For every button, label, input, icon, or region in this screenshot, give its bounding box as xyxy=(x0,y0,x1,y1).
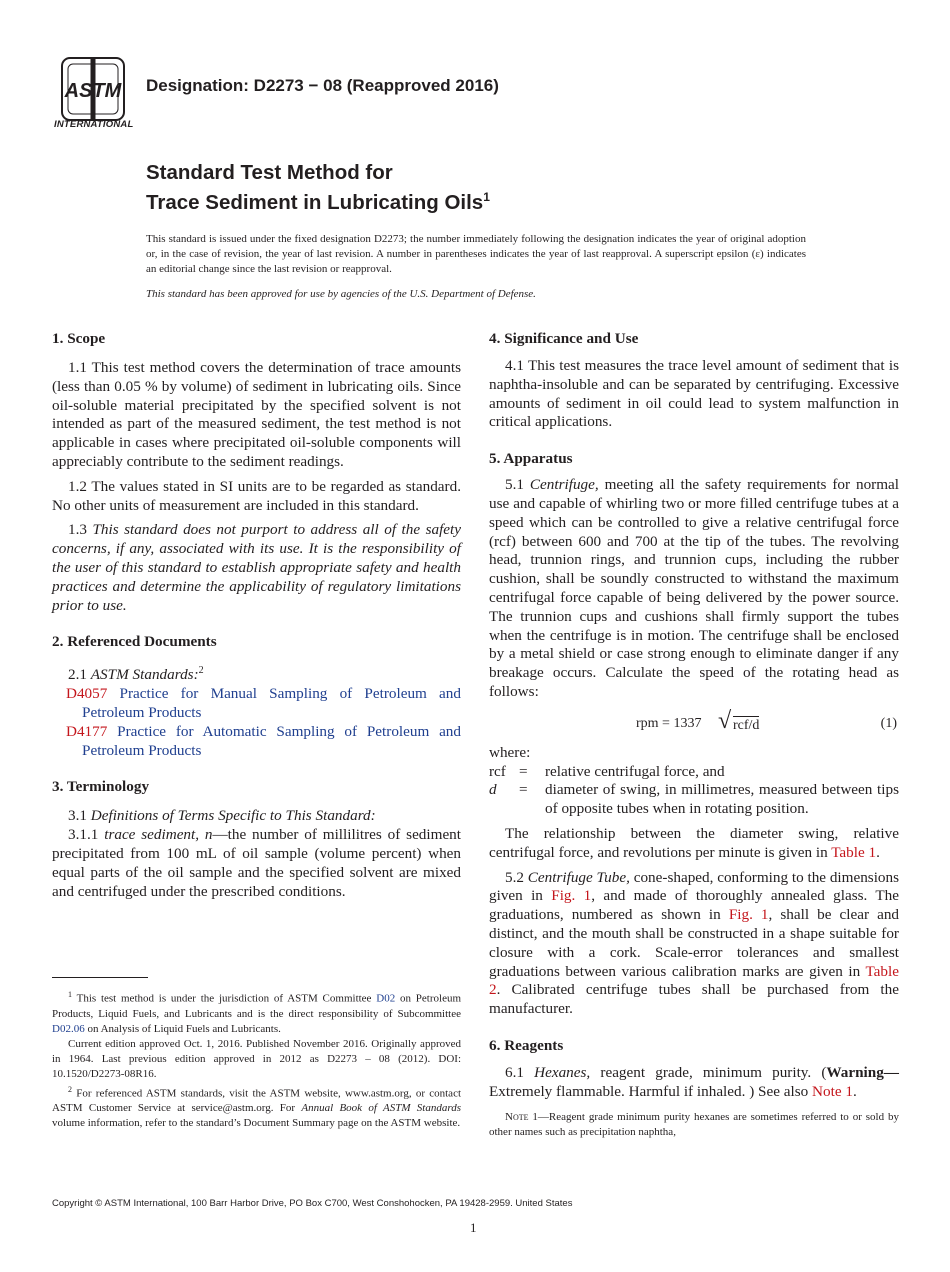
para-4-1: 4.1 This test measures the trace level amount of sediment that is naphtha-insoluble and can be separated by centrifuging. Excessive amounts of sediment in oil could lead to system malfunction in critical applications. xyxy=(489,357,899,431)
para-1-3: 1.3 This standard does not purport to address all of the safety concerns, if any, associated with its use. It is the responsibility of the user of this standard to establish appropriate safety and health practices and determine the applicability of regulatory limitations prior to use. xyxy=(52,521,462,614)
page-number: 1 xyxy=(470,1220,477,1235)
footnote-1: $^1$ This test method is under the jurisdiction of ASTM Committee D02 on Petroleum Products, Liquid Fuels, and Lubricants and is the direct responsibility of Subcommittee D02.06 on Analysis of Liquid Fuels and Lubricants. xyxy=(52,990,462,1035)
ref-d4057-title[interactable]: Practice for Manual Sampling of Petroleum and Petroleum Products xyxy=(82,685,461,722)
equation-radicand: rcf/d xyxy=(733,717,760,733)
section-significance-heading: 4. Significance and Use xyxy=(489,330,639,347)
para-1-1: 1.1 This test method covers the determination of trace amounts (less than 0.05 % by volume) of sediment in lubricating oils. Since oil-soluble material precipitated by the specified solvent is not intended as part of the measured sediment, the test method is not applicable in cases where precipitated oil-soluble components will appreciably contribute to the sediment readings. xyxy=(52,359,461,470)
note-1: Note 1—Reagent grade minimum purity hexanes are sometimes referred to or sold by other names such as precipitation naphtha, xyxy=(489,1110,899,1138)
footnote-rule xyxy=(52,977,148,978)
section-apparatus-heading: 5. Apparatus xyxy=(489,450,573,468)
ref-d4177-title[interactable]: Practice for Automatic Sampling of Petroleum and Petroleum Products xyxy=(82,722,461,759)
title-line1: Standard Test Method for xyxy=(146,161,393,184)
page-title xyxy=(146,160,490,215)
section-referenced-heading: 2. Referenced Documents xyxy=(52,633,217,651)
para-5-2: 5.2 Centrifuge Tube, cone-shaped, conforming to the dimensions given in Fig. 1, and made of thoroughly annealed glass. The graduations, numbered as shown in Fig. 1, shall be clear and distinct, and the mouth shall be constructed in a shape suitable for closure with a cork. Scale-error tolerances and smallest graduations between various calibration marks are given in Table 2. Calibrated centrifuge tubes shall be purchased from the manufacturer. xyxy=(489,868,900,1018)
logo-subtext: INTERNATIONAL xyxy=(54,119,134,130)
equation-number: (1) xyxy=(880,715,897,731)
ref-d4177-code[interactable]: D4177 xyxy=(66,722,108,740)
table-2-link[interactable]: Table 2 xyxy=(489,962,899,999)
right-column xyxy=(489,330,899,1140)
equation-1 xyxy=(489,708,899,740)
footnotes xyxy=(52,987,461,1131)
para-6-1: 6.1 Hexanes, reagent grade, minimum purity. (Warning— Extremely flammable. Harmful if inhaled. ) See also Note 1. xyxy=(489,1063,899,1100)
intro-issuance-note: This standard is issued under the fixed designation D2273; the number immediately following the designation indicates the year of original adoption or, in the case of revision, the year of last revision. A number in parentheses indicates the year of last reapproval. A superscript epsilon (ε) indicates an editorial change since the last revision or reapproval. xyxy=(146,233,806,275)
left-column xyxy=(52,330,461,901)
astm-logo xyxy=(52,56,136,132)
copyright: Copyright © ASTM International, 100 Barr Harbor Drive, PO Box C700, West Conshohocken, PA 19428-2959. United States xyxy=(52,1198,573,1209)
sqrt-symbol: √ xyxy=(718,707,732,734)
note-1-link[interactable]: Note 1 xyxy=(812,1082,853,1100)
where-label: where: xyxy=(489,743,531,761)
para-2-1: 2.1 ASTM Standards:$^2$ xyxy=(68,665,204,684)
variable-d: d = diameter of swing, in millimetres, measured between tips of opposite tubes when in rotating position. xyxy=(489,781,899,818)
intro-dod-note: This standard has been approved for use by agencies of the U.S. Department of Defense. xyxy=(146,288,536,300)
section-scope-heading: 1. Scope xyxy=(52,330,106,347)
para-relationship: The relationship between the diameter swing, relative centrifugal force, and revolutions per minute is given in Table 1. xyxy=(489,824,899,861)
svg-text:ASTM: ASTM xyxy=(64,80,122,102)
para-1-2: 1.2 The values stated in SI units are to be regarded as standard. No other units of measurement are included in this standard. xyxy=(52,477,461,514)
committee-d02-link[interactable]: D02 xyxy=(376,992,396,1005)
subcommittee-d0206-link[interactable]: D02.06 xyxy=(52,1022,85,1035)
para-5-1: 5.1 Centrifuge, meeting all the safety requirements for normal use and capable of whirling two or more filled centrifuge tubes at a speed which can be controlled to give a relative centrifugal force (rcf) between 600 and 700 at the tip of the tubes. The revolving head, trunnion rings, and trunnion cups, including the rubber cushion, shall be soundly constructed to withstand the maximum centrifugal force capable of being delivered by the power source. The trunnion cups and cushions shall firmly support the tubes when the centrifuge is in motion. The centrifuge shall be enclosed by a metal shield or case strong enough to eliminate danger if any breakage occurs. Calculate the speed of the rotating head as follows: xyxy=(489,476,900,700)
equation-lhs: rpm = 1337 xyxy=(636,715,702,731)
intro xyxy=(146,232,806,302)
footnote-2: $^2$ For referenced ASTM standards, visit the ASTM website, www.astm.org, or contact ASTM Customer Service at service@astm.org. For Annual Book of ASTM Standards volume information, refer to the standard’s Document Summary page on the ASTM website. xyxy=(52,1084,462,1130)
designation: Designation: D2273 − 08 (Reapproved 2016) xyxy=(146,76,499,95)
fig-1-link-2[interactable]: Fig. 1 xyxy=(728,906,769,924)
title-footnote-ref: 1 xyxy=(483,190,490,204)
ref-d4177[interactable] xyxy=(52,723,461,761)
ref-d4057[interactable] xyxy=(52,685,461,723)
para-3-1-1: 3.1.1 trace sediment, n—the number of millilitres of sediment precipitated from 100 mL of oil sample (volume percent) when equal parts of the oil sample and the specified solvent are mixed and centrifuged under the prescribed conditions. xyxy=(52,826,461,900)
ref-d4057-code[interactable]: D4057 xyxy=(66,685,108,703)
fig-1-link[interactable]: Fig. 1 xyxy=(551,887,592,905)
section-terminology-heading: 3. Terminology xyxy=(52,778,150,796)
variable-rcf: rcf = relative centrifugal force, and xyxy=(489,762,725,780)
para-3-1: 3.1 Definitions of Terms Specific to This Standard: xyxy=(68,807,376,825)
section-reagents-heading: 6. Reagents xyxy=(489,1036,564,1054)
footnote-1-edition: Current edition approved Oct. 1, 2016. Published November 2016. Originally approved in 1964. Last previous edition approved in 2012 as D2273 – 08 (2012). DOI: 10.1520/D2273-08R16. xyxy=(52,1037,461,1080)
title-line2: Trace Sediment in Lubricating Oils$^1$ xyxy=(146,190,490,214)
table-1-link[interactable]: Table 1 xyxy=(831,843,877,861)
